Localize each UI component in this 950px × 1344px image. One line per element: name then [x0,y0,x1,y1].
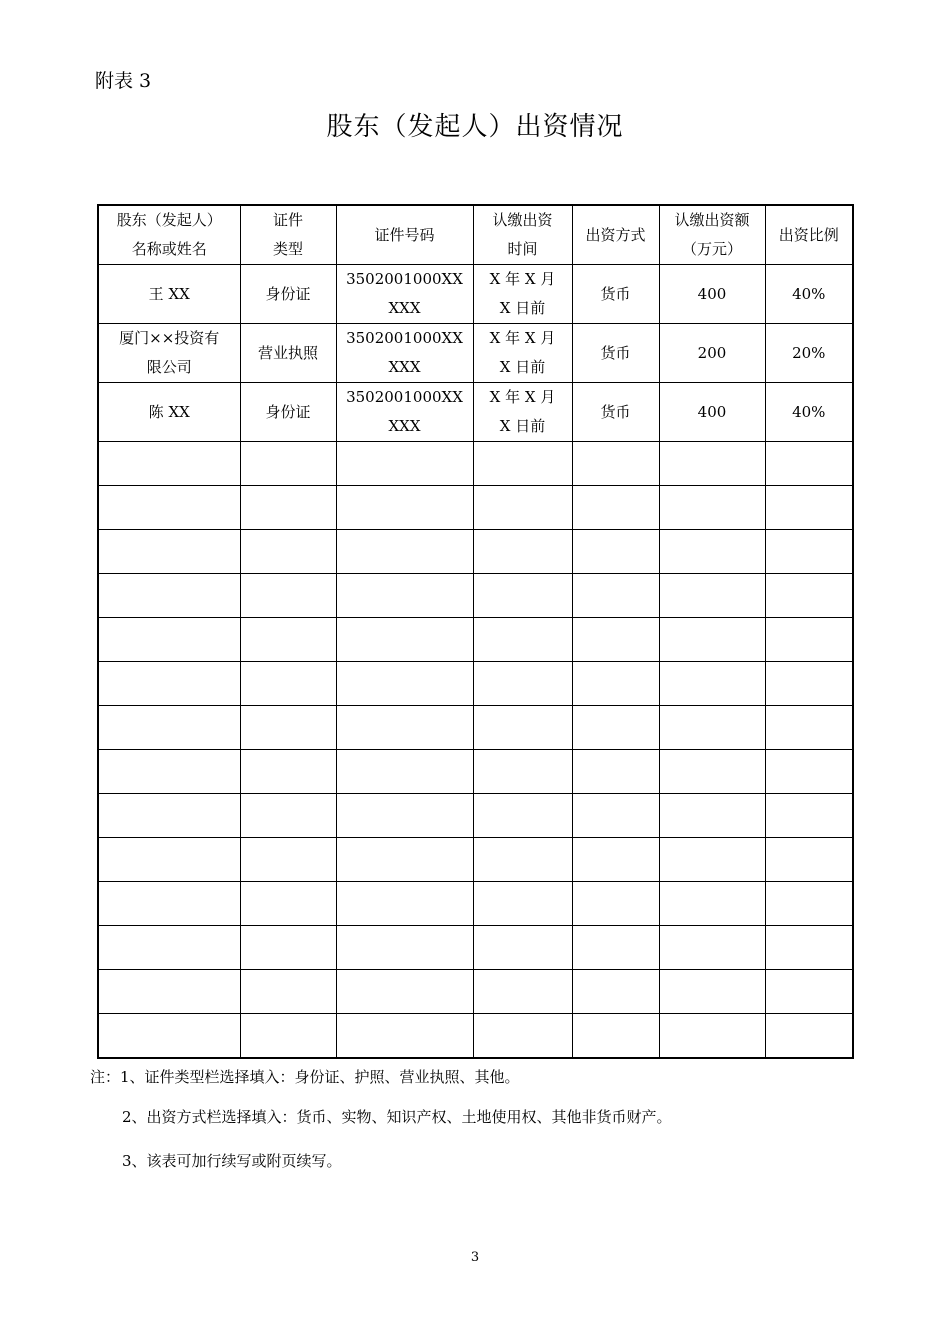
table-cell-line: 身份证 [265,284,311,303]
column-header-line: 认缴出资 [492,211,553,229]
column-header-line: 类型 [272,240,303,258]
blank-cell[interactable] [98,838,240,882]
blank-cell[interactable] [473,838,572,882]
table-cell-line: 陈 XX [148,402,190,421]
blank-cell[interactable] [659,838,765,882]
blank-cell[interactable] [336,574,473,618]
table-cell-line: 营业执照 [257,343,318,362]
blank-cell[interactable] [473,750,572,794]
table-row [98,383,853,442]
table-cell-line: 20% [792,343,826,362]
blank-row [98,662,853,706]
blank-cell[interactable] [336,618,473,662]
blank-cell[interactable] [473,706,572,750]
note-3: 3、该表可加行续写或附页续写。 [122,1152,342,1170]
table-cell [98,383,240,442]
column-header-line: 名称或姓名 [131,240,207,258]
blank-cell[interactable] [659,794,765,838]
blank-cell[interactable] [336,882,473,926]
blank-cell[interactable] [659,442,765,486]
blank-cell[interactable] [240,970,336,1014]
blank-cell[interactable] [572,574,659,618]
table-cell-line: X 年 X 月 [489,388,556,406]
table-cell [473,265,572,324]
table-cell [659,324,765,383]
table-cell-line: XXX [388,299,421,317]
column-header [659,205,765,265]
blank-cell[interactable] [765,662,853,706]
blank-cell[interactable] [98,970,240,1014]
blank-cell[interactable] [240,794,336,838]
blank-row [98,970,853,1014]
table-cell [765,383,853,442]
blank-cell[interactable] [336,442,473,486]
table-cell-line: X 日前 [499,358,546,376]
blank-cell[interactable] [659,882,765,926]
table-cell-line: 厦门××投资有 [119,329,220,347]
blank-cell[interactable] [765,882,853,926]
blank-cell[interactable] [98,442,240,486]
table-cell-line: X 年 X 月 [489,329,556,347]
blank-cell[interactable] [473,530,572,574]
table-cell-line: X 日前 [499,417,546,435]
blank-row [98,926,853,970]
column-header-line: 证件号码 [374,225,435,244]
table-cell [336,324,473,383]
blank-cell[interactable] [240,574,336,618]
blank-cell[interactable] [572,882,659,926]
blank-cell[interactable] [659,574,765,618]
table-cell-line: XXX [388,417,421,435]
blank-cell[interactable] [240,618,336,662]
blank-cell[interactable] [240,926,336,970]
blank-cell[interactable] [572,442,659,486]
blank-cell[interactable] [240,1014,336,1058]
blank-cell[interactable] [240,442,336,486]
blank-cell[interactable] [659,1014,765,1058]
table-cell [765,265,853,324]
column-header [240,205,336,265]
note-1: 注：1、证件类型栏选择填入：身份证、护照、营业执照、其他。 [90,1068,520,1086]
blank-row [98,618,853,662]
blank-cell[interactable] [473,618,572,662]
column-header [98,205,240,265]
blank-row [98,706,853,750]
blank-cell[interactable] [765,530,853,574]
table-cell [336,265,473,324]
blank-cell[interactable] [336,838,473,882]
blank-cell[interactable] [240,882,336,926]
table-cell-line: 限公司 [146,358,192,376]
table-cell [98,324,240,383]
blank-cell[interactable] [473,882,572,926]
blank-cell[interactable] [473,486,572,530]
page-title: 股东（发起人）出资情况 [326,112,624,142]
blank-cell[interactable] [336,1014,473,1058]
blank-cell[interactable] [240,750,336,794]
blank-cell[interactable] [473,442,572,486]
blank-row [98,1014,853,1058]
blank-cell[interactable] [98,486,240,530]
table-cell [659,265,765,324]
blank-cell[interactable] [240,662,336,706]
table-cell [473,324,572,383]
table-cell [659,383,765,442]
blank-cell[interactable] [98,618,240,662]
blank-row [98,486,853,530]
blank-cell[interactable] [336,662,473,706]
blank-cell[interactable] [98,574,240,618]
blank-cell[interactable] [98,530,240,574]
blank-cell[interactable] [572,750,659,794]
blank-cell[interactable] [572,486,659,530]
blank-cell[interactable] [765,706,853,750]
blank-cell[interactable] [240,530,336,574]
table-cell [336,383,473,442]
table-cell-line: XXX [388,358,421,376]
blank-cell[interactable] [473,574,572,618]
blank-cell[interactable] [659,618,765,662]
blank-row [98,838,853,882]
blank-cell[interactable] [240,486,336,530]
table-row [98,265,853,324]
blank-cell[interactable] [765,442,853,486]
table-cell [572,265,659,324]
blank-cell[interactable] [765,970,853,1014]
blank-cell[interactable] [659,750,765,794]
blank-row [98,794,853,838]
column-header [765,205,853,265]
blank-cell[interactable] [765,926,853,970]
blank-cell[interactable] [336,706,473,750]
table-cell-line: 3502001000XX [346,329,463,347]
blank-cell[interactable] [765,794,853,838]
blank-cell[interactable] [572,970,659,1014]
table-body [98,205,853,1058]
column-header [473,205,572,265]
blank-cell[interactable] [572,530,659,574]
blank-cell[interactable] [659,970,765,1014]
blank-cell[interactable] [765,574,853,618]
table-cell-line: 身份证 [265,402,311,421]
blank-cell[interactable] [336,926,473,970]
table-cell [98,265,240,324]
blank-cell[interactable] [473,662,572,706]
blank-cell[interactable] [572,662,659,706]
table-cell-line: 王 XX [148,284,190,303]
table-cell [240,324,336,383]
table-cell-line: X 年 X 月 [489,270,556,288]
blank-row [98,530,853,574]
blank-cell[interactable] [336,794,473,838]
column-header-line: （万元） [681,240,742,258]
blank-cell[interactable] [98,662,240,706]
table-cell [240,383,336,442]
appendix-label: 附表 3 [95,70,152,92]
table-cell [572,324,659,383]
blank-cell[interactable] [240,838,336,882]
column-header-line: 出资方式 [585,225,646,244]
table-row [98,324,853,383]
table-cell [765,324,853,383]
blank-cell[interactable] [572,926,659,970]
table-cell [473,383,572,442]
blank-row [98,882,853,926]
blank-cell[interactable] [98,1014,240,1058]
blank-cell[interactable] [336,750,473,794]
blank-cell[interactable] [765,750,853,794]
table-cell-line: 200 [697,343,727,362]
blank-cell[interactable] [473,926,572,970]
blank-cell[interactable] [473,970,572,1014]
table-cell-line: 3502001000XX [346,388,463,406]
column-header-line: 认缴出资额 [674,211,750,229]
column-header-line: 证件 [272,211,303,229]
blank-cell[interactable] [659,706,765,750]
blank-cell[interactable] [98,794,240,838]
column-header-line: 时间 [507,240,538,258]
blank-cell[interactable] [659,926,765,970]
header-row [98,205,853,265]
blank-cell[interactable] [765,618,853,662]
blank-cell[interactable] [98,706,240,750]
table-cell-line: 3502001000XX [346,270,463,288]
page-number: 3 [470,1250,480,1265]
table-cell-line: 400 [697,284,727,303]
blank-cell[interactable] [765,1014,853,1058]
blank-cell[interactable] [336,486,473,530]
table-cell [240,265,336,324]
blank-cell[interactable] [572,706,659,750]
blank-cell[interactable] [240,706,336,750]
blank-row [98,750,853,794]
shareholder-contribution-table [97,204,854,1059]
blank-cell[interactable] [765,486,853,530]
column-header-line: 出资比例 [778,225,839,244]
table-cell-line: 400 [697,402,727,421]
blank-row [98,442,853,486]
blank-cell[interactable] [659,486,765,530]
column-header [336,205,473,265]
blank-cell[interactable] [659,530,765,574]
blank-cell[interactable] [473,794,572,838]
blank-cell[interactable] [572,794,659,838]
column-header-line: 股东（发起人） [116,211,222,229]
blank-cell[interactable] [336,970,473,1014]
blank-cell[interactable] [572,1014,659,1058]
blank-cell[interactable] [572,618,659,662]
blank-cell[interactable] [98,750,240,794]
table-cell-line: 货币 [600,284,631,303]
table-cell-line: 40% [792,402,826,421]
blank-cell[interactable] [98,926,240,970]
column-header [572,205,659,265]
blank-cell[interactable] [572,838,659,882]
table-cell-line: 40% [792,284,826,303]
blank-cell[interactable] [98,882,240,926]
note-2: 2、出资方式栏选择填入：货币、实物、知识产权、土地使用权、其他非货币财产。 [122,1108,672,1126]
table-cell-line: 货币 [600,402,631,421]
blank-cell[interactable] [659,662,765,706]
blank-row [98,574,853,618]
blank-cell[interactable] [765,838,853,882]
table-cell-line: X 日前 [499,299,546,317]
blank-cell[interactable] [336,530,473,574]
blank-cell[interactable] [473,1014,572,1058]
table-cell-line: 货币 [600,343,631,362]
table-cell [572,383,659,442]
